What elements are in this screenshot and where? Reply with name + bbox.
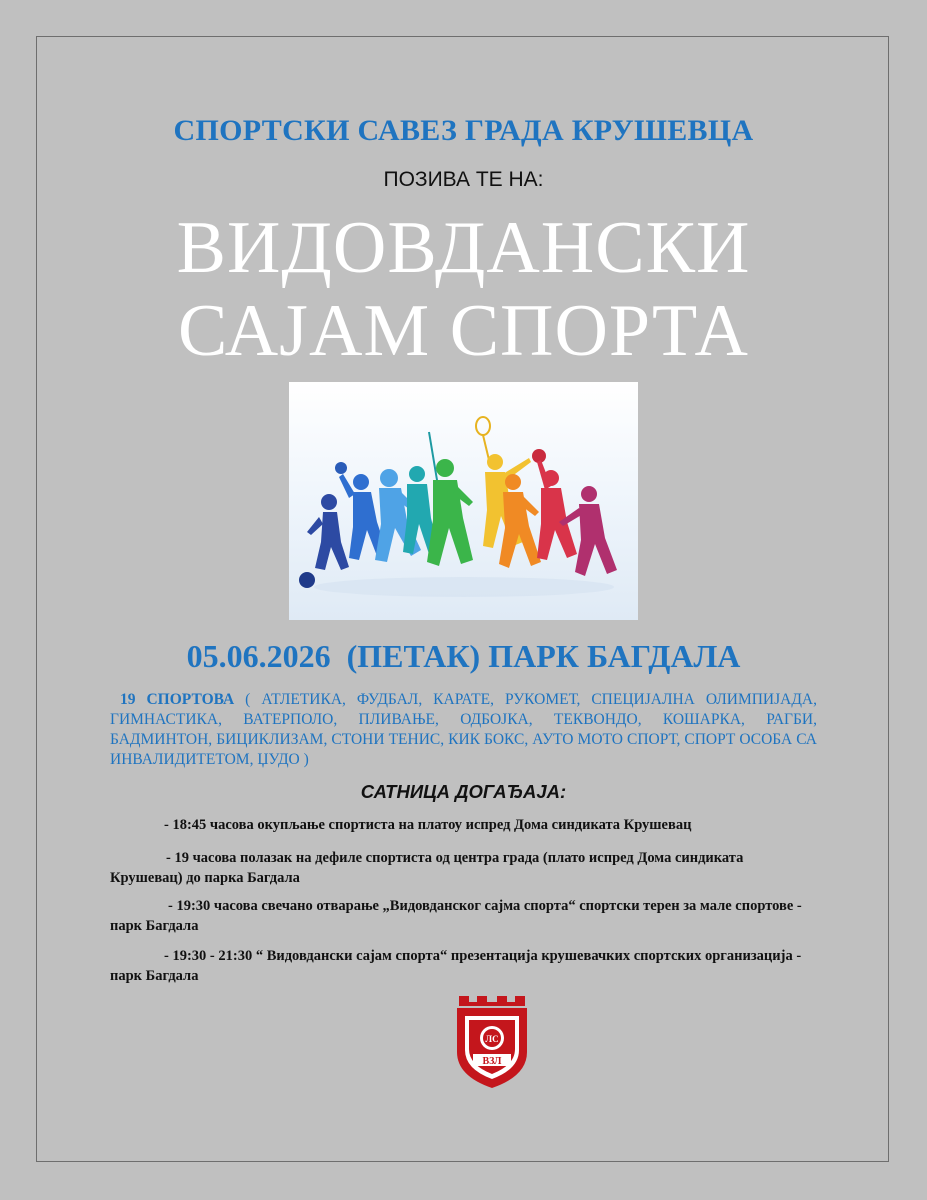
- schedule-item: - 18:45 часова окупљање спортиста на платоу испред Дома синдиката Крушевац: [164, 817, 692, 833]
- organization-name: СПОРТСКИ САВЕЗ ГРАДА КРУШЕВЦА: [173, 114, 754, 147]
- krusevac-crest-logo: [455, 996, 529, 1088]
- schedule-item: - 19:30 часова свечано отварање „Видовданског сајма спорта“ спортски терен за мале спортове - парк Багдала: [110, 898, 802, 934]
- schedule-title: САТНИЦА ДОГАЂАЈА:: [360, 781, 567, 802]
- event-title-line1: ВИДОВДАНСКИ: [176, 207, 751, 289]
- schedule-item: - 19 часова полазак на дефиле спортиста од центра града (плато испред Дома синдиката Крушевац) до парка Багдала: [110, 850, 744, 886]
- sports-count: 19 СПОРТОВА: [120, 691, 235, 708]
- sports-list: [110, 690, 817, 770]
- crest-mark: ЛС: [485, 1034, 499, 1044]
- sports-names: ( АТЛЕТИКА, ФУДБАЛ, КАРАТЕ, РУКОМЕТ, СПЕЦИЈАЛНА ОЛИМПИЈАДА, ГИМНАСТИКА, ВАТЕРПОЛО, ПЛИВАЊЕ, ОДБОЈКА, ТЕКВОНДО, КОШАРКА, РАГБИ, БАДМИНТОН, БИЦИКЛИЗАМ, СТОНИ ТЕНИС, КИК БОКС, АУТО МОТО СПОРТ, СПОРТ ОСОБА СА ИНВАЛИДИТЕТОМ, ЏУДО ): [110, 691, 817, 768]
- event-title-line2: САЈАМ СПОРТА: [178, 290, 749, 372]
- schedule-item: - 19:30 - 21:30 “ Видовдански сајам спорта“ презентација крушевачких спортских организација - парк Багдала: [110, 948, 802, 984]
- event-date-location: 05.06.2026 (ПЕТАК) ПАРК БАГДАЛА: [186, 638, 741, 674]
- crest-icon: [455, 996, 529, 1088]
- sports-silhouettes-image: [289, 382, 638, 620]
- invite-text: ПОЗИВА ТЕ НА:: [383, 168, 544, 191]
- athletes-illustration: [289, 382, 638, 620]
- crest-numerals: ВЗЛ: [482, 1056, 502, 1067]
